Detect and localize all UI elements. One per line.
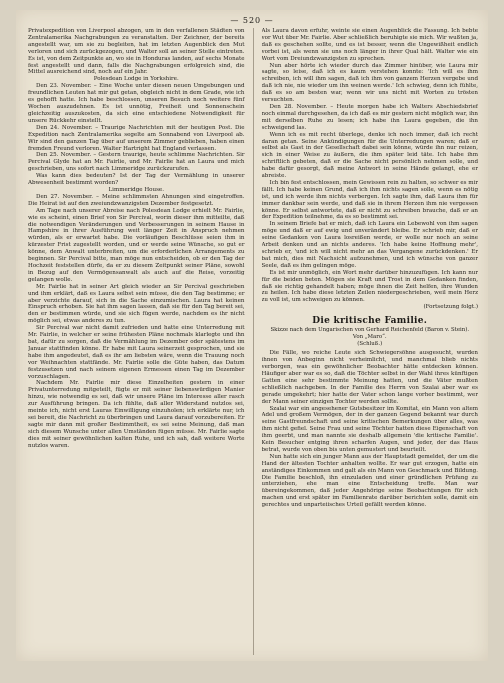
- paragraph: Sir Percival war nicht damit zufrieden und hatte eine Unterredung mit Mr. Fairlie, in welcher er seine frühesten Pläne nochmals klarlegte und ihn bat, dafür zu sorgen, daß die Vermählung im Dezember oder spätestens im Januar stattfinden könne. Er habe mit Laura seinerzeit gesprochen, und sie habe ihm angedeutet, daß es ihr am liebsten wäre, wenn die Trauung noch vor Weihnachten stattfände. Mr. Fairlie solle die Güte haben, das Datum festzusetzen und nach seinem eigenen Ermessen einen Tag im Dezember vorzuschlagen.: [28, 325, 245, 380]
- paragraph: Ich bin fest entschlossen, mein Gewissen rein zu halten, so schwer es mir fällt. Ich habe keinen Grund, daß ich ihm nichts sagen solle, wenn es nötig ist, und ich werde ihm nichts verbergen. Ich sagte ihm, daß Laura ihm für immer dankbar sein werde, und daß sie in ihrem Herzen ihm nie vergessen könne. Er selbst antwortete, daß er nicht zu schreiben brauche, daß er an der Expedition teilnehme, da es so bestimmt sei.: [261, 179, 478, 221]
- newspaper-page: [16, 10, 488, 661]
- story-part-label: (Schluß.): [357, 341, 383, 348]
- paragraph: Es ist mir unmöglich, ein Wort mehr darüber hinzuzufügen. Ich kann nur für die beiden beten. Mögen sie Kraft und Trost in dem Gedanken finden, daß sie richtig gehandelt haben; möge ihnen die Zeit helfen, ihre Wunden zu heilen. Ich habe diese letzten Zeilen niedergeschrieben, weil mein Herz zu voll ist, um schweigen zu können.: [261, 269, 478, 304]
- story-translator: Von „Maro“.: [352, 334, 387, 341]
- paragraph: Am Tage nach unserer Abreise nach Polesdean Lodge erhielt Mr. Fairlie, wie es scheint, einen Brief von Sir Percival, worin dieser ihm mitteilte, daß die notwendigen Veränderungen und Verbesserungen in seinem Hause in Hampshire in ihrer Ausführung weit länger Zeit in Anspruch nehmen würden, als er erwartet habe. Die vorläufigen Beschlüsse seien ihm in kürzester Frist zugestellt worden, und er werde seine Wünsche, so gut er könne, dem Anwalt unterbreiten, um die erforderlichen Arrangements zu beginnen. Sir Percival bitte, man möge nun entscheiden, ob er den Tag der Hochzeit feststellen dürfe, da er zu diesem Zeitpunkt seiner Pläne, sowohl in Bezug auf den Vermögensanwalt als auch auf die Reise, vorzeitig gelangen wolle.: [28, 207, 245, 283]
- place-heading: Polesdean Lodge in Yorkshire.: [93, 76, 179, 83]
- place-heading: Limmeridge House.: [108, 186, 164, 193]
- continuation-note: (Fortsetzung folgt.): [423, 304, 478, 311]
- paragraph: In seinem Briefe bat er mich, daß ich Laura ein Lebewohl von ihm sagen möge und daß er auf ewig und unverändert bleibe. Er schrieb mir, daß er seine Gedanken von Laura losreißen werde, er wolle nur noch an seine Arbeit denken und an nichts anderes. 'Ich habe keine Hoffnung mehr', schrieb er, 'und ich will nicht mehr an das Vergangene zurückdenken.' Er bat mich, dies mit Nachsicht aufzunehmen, und ich wünsche von ganzer Seele, daß es ihm gelingen möge.: [261, 221, 478, 269]
- paragraph: Den 28. November. – Heute morgen habe ich Walters Abschiedsbrief noch einmal durchgesehen, da ich daß es mir gestern nicht möglich war, ihn mit derselben Ruhe zu lesen; ich habe ihn Laura gegeben, die ihn schweigend las.: [261, 103, 478, 131]
- paragraph: Als Laura davon erfuhr, weinte sie einen Augenblick die Fassung. Ich bebte vor Wut über Mr. Fairlie. Aber schließlich beruhigte sie mich. Wir wußten ja, daß es geschehen sollte, und es ist besser, wenn die Ungewißheit endlich vorbei ist, als wenn sie uns noch länger in ihrer Qual hält. Walter wie ein Wort vom Dreiundzwanzigsten zu sprechen.: [261, 28, 478, 62]
- right-column: [262, 28, 479, 655]
- paragraph: Nun hatte sich ein junger Mann aus der Hauptstadt gemeldet, der um die Hand der ältesten Tochter anhalten wollte. Er war gut erzogen, hatte ein anständiges Einkommen und galt als ein Mann von Geschmack und Bildung. Die Familie beschloß, ihn einzuladen und einer gründlichen Prüfung zu unterziehen, ehe man eine Entscheidung treffe. Man war übereingekommen, daß jeder Angehörige seine Beobachtungen für sich machen und erst später im Familienrate darüber berichten solle, damit ein gerechtes und unparteiisches Urteil gefällt werden könne.: [261, 453, 478, 509]
- story-subtitle: Skizze nach dem Ungarischen von Gerhard Reichenfeld (Baron v. Stein).: [270, 327, 470, 334]
- paragraph: Privatexpedition von Liverpool abzogen, um in den verfallenen Städten von Zentralamerika Nachgrabungen zu veranstalten. Der Zeichner, der bereits angestellt war, um sie zu begleiten, hat im letzten Augenblick den Mut verloren und sich zurückgezogen, und Walter soll an seiner Stelle eintreten. Es ist, von dem Zeitpunkte an, wo sie in Honduras landen, auf sechs Monate fest angestellt und dann, falls die Nachgrabungen erfolgreich sind, die Mittel ausreichend sind, noch auf ein Jahr.: [28, 28, 245, 76]
- page-number: — 520 —: [230, 16, 274, 25]
- paragraph: Nachdem Mr. Fairlie mir diese Einzelheiten gestern in einer Privatunterredung mitgeteilt, fügte er mit seiner liebenswürdigen Manier hinzu, wie notwendig es sei, daß wir unsere Pläne im Interesse aller rasch zur Ausführung bringen. Da ich fühlte, daß aller Widerstand nutzlos sei, meinte ich, nicht erst Lauras Einwilligung einzuholen; ich erklärte nur, ich sei bereit, die Nachricht zu überbringen und Laura darauf vorzubereiten. Er sagte mir dann mit großer Bestimmtheit, es sei seine Meinung, daß man sich diesem Wunsche unter allen Umständen fügen müsse. Mr. Fairlie sagte dies mit seiner gewöhnlichen kalten Ruhe, und ich sah, daß weitere Worte nutzlos waren.: [28, 380, 245, 449]
- column-divider: [253, 28, 254, 655]
- paragraph: Den 23. November. – Eine Woche unter diesen neuen Umgebungen und freundlichen Leuten hat mir gut getan, obgleich nicht in dem Grade, wie ich es gehofft hatte. Ich habe beschlossen, unseren Besuch noch weitere fünf Wochen auszudehnen. Es ist unnötig, Freiheit und Sonnenschein gleichzeitig auszukosten, da sich eine entschiedene Notwendigkeit für unsere Rückkehr einstellt.: [28, 83, 245, 124]
- paragraph: Szalai war ein angesehener Gutsbesitzer im Komitat, ein Mann von altem Adel und großem Vermögen, der in der ganzen Gegend bekannt war durch seine Gastfreundschaft und seine kritischen Bemerkungen über alles, was ihm nicht gefiel. Seine Frau und seine Töchter hatten diese Eigenschaft von ihm geerbt, und man nannte sie deshalb allgemein 'die kritische Familie'. Kein Besucher entging ihren scharfen Augen, und jeder, der das Haus betrat, wurde von oben bis unten gemustert und beurteilt.: [261, 405, 478, 453]
- paragraph: Die Fälle, wo reiche Leute sich Schwiegersöhne ausgesucht, wurden ihnen von Anbeginn nicht verheimlicht, und manchmal blieb nichts verborgen, was ein gewöhnlicher Beobachter hätte entdecken können. Häufiger aber war es so, daß die Töchter selbst in der Wahl ihres künftigen Gatten eine sehr bestimmte Meinung hatten, und die Väter mußten schließlich nachgeben. In der Familie des Herrn von Szalai aber war es gerade umgekehrt; hier hatte der Vater schon lange vorher bestimmt, wer der Mann seiner einzigen Tochter werden sollte.: [261, 350, 478, 405]
- paragraph: Mr. Fairlie hat in seiner Art gleich wieder an Sir Percival geschrieben und ihm erklärt, daß es Laura selbst sein müsse, die den Tag bestimme; er aber verzichte darauf, sich in die Sache einzumischen. Laura hat keinen Einspruch erhoben. Sie hat ihm sagen lassen, daß sie für den Tag bereit sei, den er bestimmen würde, und sie sich fügen werde, nachdem es ihr nicht möglich sei, etwas anderes zu tun.: [28, 283, 245, 325]
- paragraph: Nun aber hörte ich wieder durch das Zimmer hinüber, wie Laura mir sagte, so leise, daß ich es kaum verstehen konnte: 'Ich will es ihm schreiben, ich will ihm sagen, daß ich ihm von ganzem Herzen vergebe und daß ich nie, nie wieder um ihn weinen werde.' Ich schwieg, denn ich fühlte, daß es so am besten war, wenn wir uns nicht mit Worten zu trösten versuchten.: [261, 62, 478, 104]
- paragraph: Wenn ich es mit recht überlege, denke ich noch immer, daß ich recht daran getan. Seine Ankündigungen für die Unterredungen waren; daß er selbst als Gast in der Gesellschaft dabei sein könne, würde ihn nur reizen, sich in einer Weise zu äußern, die ihm später leid täte. Ich habe ihm schriftlich gebeten, daß er die Sache nicht persönlich nehmen solle, und habe dafür gesorgt, daß meine Antwort in seine Hände gelangt, ehe er abreiste.: [261, 131, 478, 180]
- left-column: [28, 28, 245, 655]
- paragraph: Den 27. November. – Meine schlimmsten Ahnungen sind eingetroffen. Die Heirat ist auf den zweiundzwanzigsten Dezember festgesetzt.: [28, 193, 245, 207]
- text-columns: [28, 28, 478, 655]
- paragraph: Den 24. November. – Traurige Nachrichten mit der heutigen Post. Die Expedition nach Zentralamerika segelte am Sonnabend von Liverpool ab. Wir sind den ganzen Tag über auf unserem Zimmer geblieben, haben einen fremden Freund verloren. Walter Hartright hat England verlassen.: [28, 124, 245, 152]
- story-title: Die kritische Familie.: [312, 316, 428, 327]
- paragraph: Den 25. November. – Gestern traurige, heute schlimme Nachrichten. Sir Percival Glyde hat an Mr. Fairlie, und Mr. Fairlie hat an Laura und mich geschrieben, uns sofort nach Limmeridge zurückzurufen.: [28, 152, 245, 173]
- paragraph: Was kann dies bedeuten? Ist der Tag der Vermählung in unserer Abwesenheit bestimmt worden?: [28, 173, 245, 187]
